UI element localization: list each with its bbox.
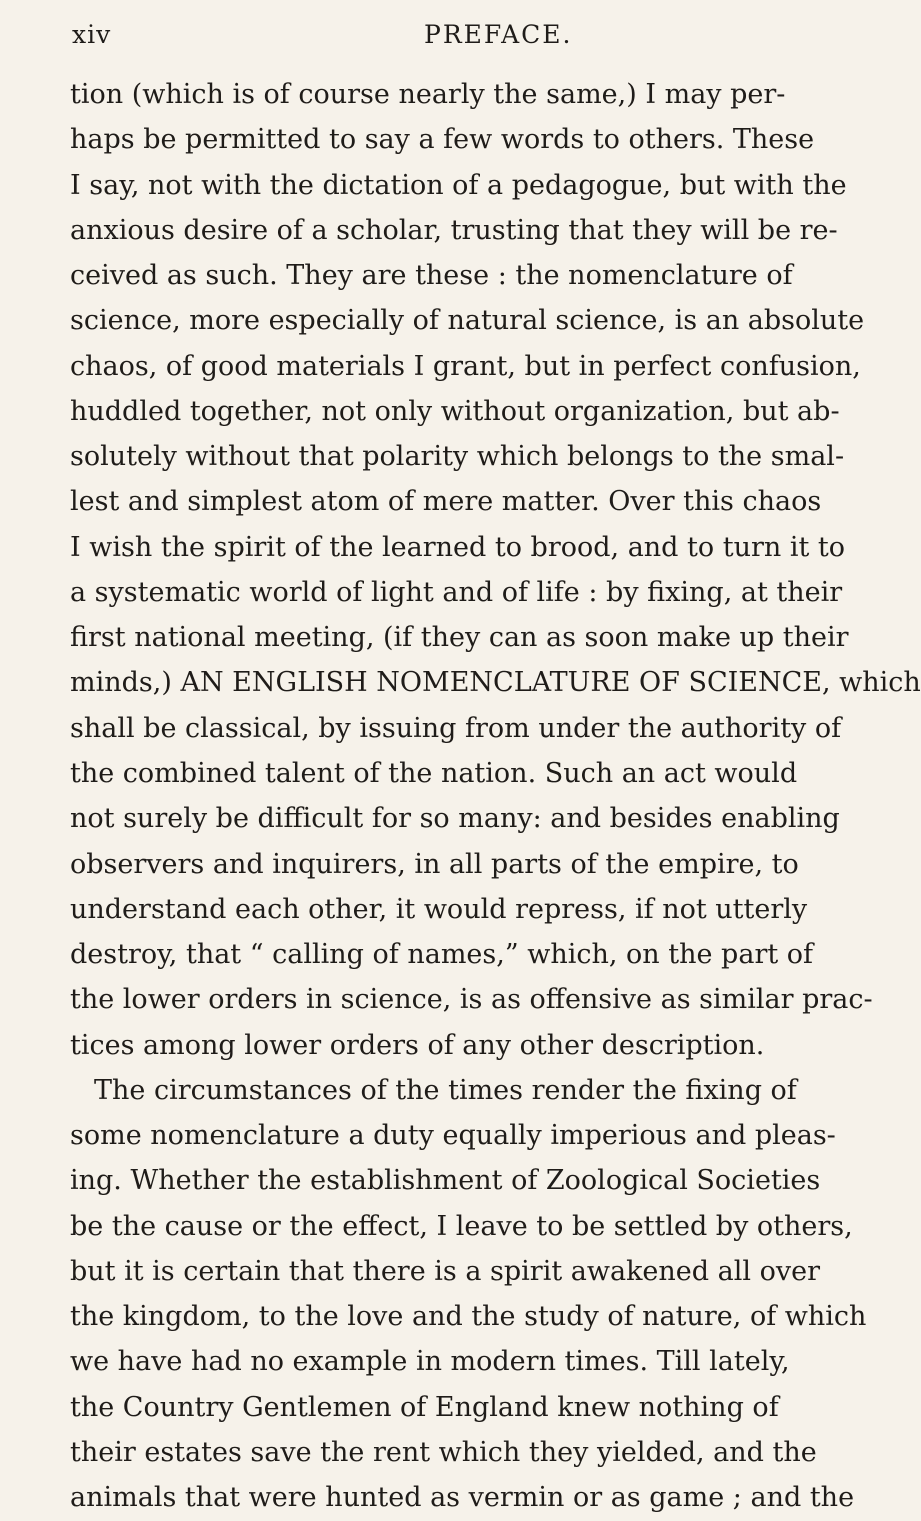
text-line: the lower orders in science, is as offensive as similar prac- — [70, 984, 873, 1016]
text-line: animals that were hunted as vermin or as game ; and the — [70, 1482, 855, 1514]
text-line: huddled together, not only without organization, but ab- — [70, 395, 840, 427]
text-line: science, more especially of natural science, is an absolute — [70, 305, 865, 337]
text-line: ing. Whether the establishment of Zoological Societies — [70, 1165, 821, 1197]
text-line: but it is certain that there is a spirit awakened all over — [70, 1255, 820, 1287]
running-head — [70, 20, 730, 56]
text-line: we have had no example in modern times. Till lately, — [70, 1346, 790, 1378]
text-line: not surely be difficult for so many: and besides enabling — [70, 803, 840, 835]
text-line: tion (which is of course nearly the same,) I may per- — [70, 79, 786, 110]
page-heading: PREFACE. — [424, 20, 573, 49]
body-text — [70, 72, 921, 1521]
text-line: first national meeting, (if they can as soon make up their — [70, 622, 849, 654]
text-line: ceived as such. They are these : the nomenclature of — [70, 260, 793, 292]
text-line: anxious desire of a scholar, trusting that they will be re- — [70, 214, 838, 246]
text-line: chaos, of good materials I grant, but in perfect confusion, — [70, 350, 861, 382]
text-line: some nomenclature a duty equally imperious and pleas- — [70, 1120, 836, 1152]
text-line: be the cause or the effect, I leave to be settled by others, — [70, 1210, 853, 1242]
text-line: I wish the spirit of the learned to brood, and to turn it to — [70, 531, 846, 563]
text-line: a systematic world of light and of life : by fixing, at their — [70, 576, 843, 608]
text-line: the kingdom, to the love and the study of nature, of which — [70, 1301, 867, 1333]
text-line: destroy, that “ calling of names,” which, on the part of — [70, 939, 814, 971]
text-line: lest and simplest atom of mere matter. Over this chaos — [70, 486, 822, 518]
paragraph-start-line: The circumstances of the times render the fixing of — [94, 1074, 797, 1106]
text-line: understand each other, it would repress, if not utterly — [70, 893, 808, 925]
text-line: the combined talent of the nation. Such an act would — [70, 757, 798, 789]
text-line: their estates save the rent which they yielded, and the — [70, 1436, 817, 1468]
text-line: minds,) AN ENGLISH NOMENCLATURE OF SCIENCE, which — [70, 667, 921, 699]
text-line: observers and inquirers, in all parts of the empire, to — [70, 848, 799, 880]
text-line: I say, not with the dictation of a pedagogue, but with the — [70, 169, 847, 201]
page-number: xiv — [72, 20, 112, 49]
paragraph-end-line: tices among lower orders of any other description. — [70, 1029, 765, 1061]
text-line: the Country Gentlemen of England knew nothing of — [70, 1391, 779, 1423]
text-line: solutely without that polarity which belongs to the smal- — [70, 441, 845, 473]
text-line: shall be classical, by issuing from under the authority of — [70, 712, 842, 744]
text-line: haps be permitted to say a few words to others. These — [70, 124, 815, 156]
